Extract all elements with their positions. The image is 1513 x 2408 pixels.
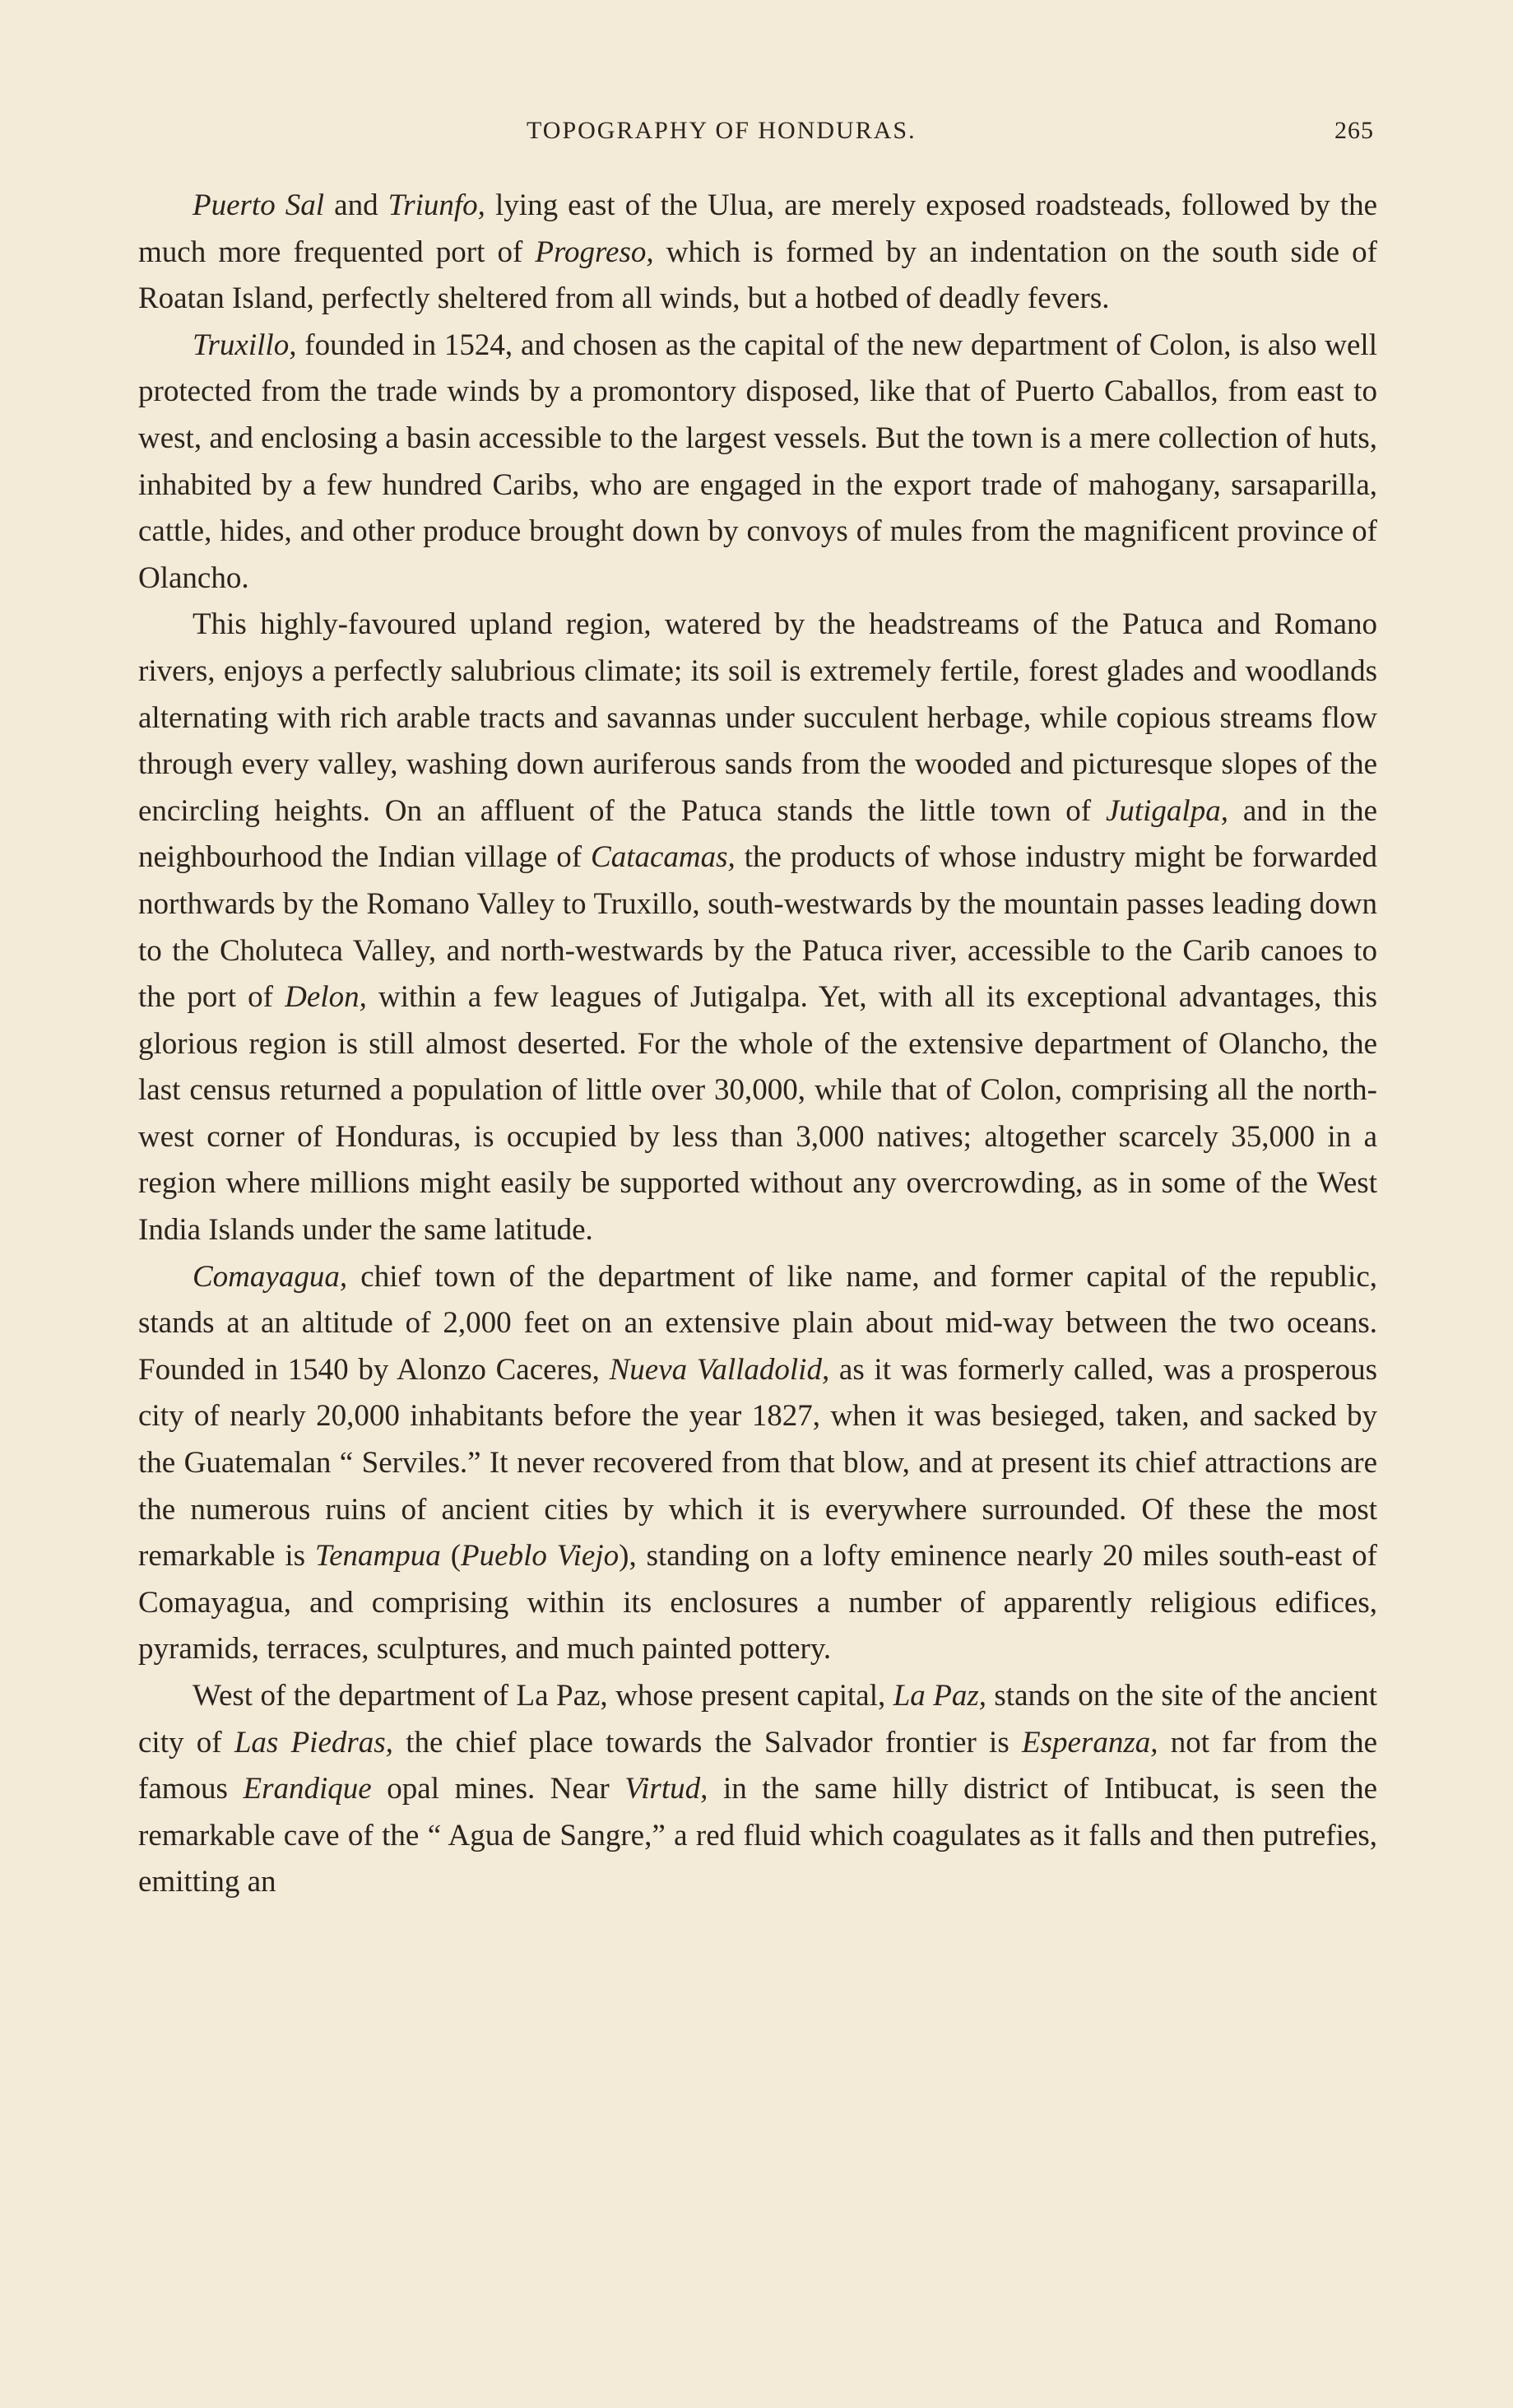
text-run: which is formed by an indentation on the south side of Roatan Island, perfectly sheltered from all winds, but a hotbed of deadly fevers. — [138, 235, 1378, 316]
text-run: not far from the famous — [138, 1725, 1378, 1806]
body-text — [138, 183, 1377, 1906]
page-number: 265 — [1334, 117, 1374, 144]
text-run: and in the neighbourhood the Indian village of — [138, 793, 1377, 875]
italic-place-name: Esperanza, — [1022, 1725, 1158, 1760]
italic-place-name: Puerto Sal — [193, 188, 325, 222]
paragraph — [138, 323, 1377, 602]
text-run: founded in 1524, and chosen as the capital of the new department of Colon, is also well protected from the trade winds by a promontory disposed, like that of Puerto Caballos, from east to west, and enclosing a basin accessible to the largest vessels. But the town is a mere collection of huts, inhabited by a few hundred Caribs, who are engaged in the export trade of mahogany, sarsaparilla, cattle, hides, and other produce brought down by convoys of mules from the magnificent province of Olancho. — [138, 328, 1377, 595]
text-run: in the same hilly district of Intibucat, is seen the remarkable cave of the “ Agua de Sangre,” a red fluid which coagulates as it falls and then putrefies, emitting an — [138, 1772, 1377, 1899]
text-run: the products of whose industry might be forwarded northwards by the Romano Valley to Truxillo, south-westwards by the mountain passes leading down to the Choluteca Valley, and north-westwards by the Patuca river, accessible to the Carib canoes to the port of — [138, 840, 1377, 1015]
text-run: stands on the site of the ancient city of — [138, 1679, 1378, 1760]
running-header — [0, 117, 1513, 150]
text-run: ), standing on a lofty eminence nearly 20 miles south-east of Comayagua, and comprising within its enclosures a number of apparently religious edifices, pyramids, terraces, sculptures, and much painted pottery. — [138, 1539, 1377, 1667]
italic-place-name: Comayagua, — [193, 1259, 348, 1294]
text-run: This highly-favoured upland region, watered by the headstreams of the Patuca and Romano rivers, enjoys a perfectly salubrious climate; its soil is extremely fertile, forest glades and woodlands alternating with rich arable tracts and savannas under succulent herbage, while copious streams flow through every valley, washing down auriferous sands from the wooded and picturesque slopes of the encircling heights. On an affluent of the Patuca stands the little town of — [138, 607, 1377, 828]
text-run: the chief place towards the Salvador frontier is — [392, 1725, 1022, 1760]
italic-place-name: Las Piedras, — [234, 1725, 393, 1760]
text-run: as it was formerly called, was a prosperous city of nearly 20,000 inhabitants before the year 1827, when it was besieged, taken, and sacked by the Guatemalan “ Serviles.” It never recovered from that blow, and at present its chief attractions are the numerous ruins of ancient cities by which it is everywhere surrounded. Of these the most remarkable is — [138, 1352, 1377, 1574]
italic-place-name: Virtud, — [624, 1772, 708, 1806]
italic-place-name: Tenampua — [314, 1539, 441, 1574]
paragraph — [138, 602, 1377, 1253]
text-run: within a few leagues of Jutigalpa. Yet, with all its exceptional advantages, this glorious region is still almost deserted. For the whole of the extensive department of Olancho, the last census returned a population of little over 30,000, while that of Colon, comprising all the north-west corner of Honduras, is occupied by less than 3,000 natives; altogether scarcely 35,000 in a region where millions might easily be supported without any overcrowding, as in some of the West India Islands under the same latitude. — [138, 980, 1378, 1248]
text-run: opal mines. Near — [371, 1772, 625, 1806]
italic-place-name: Delon, — [285, 980, 367, 1015]
italic-place-name: Progreso, — [535, 235, 654, 269]
paragraph — [138, 183, 1377, 323]
italic-place-name: Triunfo, — [388, 188, 485, 222]
italic-place-name: Catacamas, — [591, 840, 736, 875]
paragraph — [138, 1254, 1377, 1673]
italic-place-name: Jutigalpa, — [1105, 793, 1228, 828]
italic-place-name: Truxillo, — [193, 328, 297, 362]
italic-place-name: Pueblo Viejo — [461, 1539, 620, 1574]
text-run: ( — [440, 1539, 462, 1574]
italic-place-name: Erandique — [243, 1772, 372, 1806]
text-run: West of the department of La Paz, whose present capital, — [193, 1679, 893, 1713]
italic-place-name: Nueva Valladolid, — [609, 1352, 830, 1387]
text-run: and — [324, 188, 388, 222]
paragraph — [138, 1673, 1377, 1906]
italic-place-name: La Paz, — [893, 1679, 986, 1713]
text-run: chief town of the department of like name, and former capital of the republic, stands at an altitude of 2,000 feet on an extensive plain about mid-way between the two oceans. Founded in 1540 by Alonzo Caceres, — [138, 1259, 1377, 1387]
running-title: TOPOGRAPHY OF HONDURAS. — [527, 117, 917, 144]
text-run: lying east of the Ulua, are merely exposed roadsteads, followed by the much more frequented port of — [138, 188, 1377, 269]
